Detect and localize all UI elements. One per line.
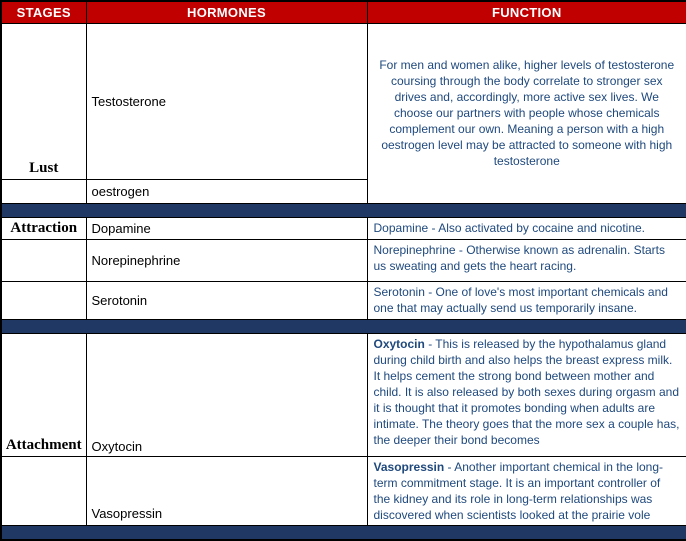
stage-attachment: Attachment [1, 333, 86, 456]
stage-attraction-spacer-2 [1, 281, 86, 319]
header-function: FUNCTION [367, 1, 686, 23]
section-separator-2 [1, 319, 686, 333]
function-oxytocin-text: - This is released by the hypothalamus gland during child birth and also helps the breast express milk. It helps cement the strong bond between mother and child. It is also released by both sexes during orgasm and it is thought that it promotes bonding when adults are intimate. The theory goes that the more sex a couple has, the deeper their bond becomes [373, 336, 680, 447]
hormone-oxytocin: Oxytocin [86, 333, 367, 456]
stage-lust: Lust [1, 23, 86, 179]
hormone-oestrogen: oestrogen [86, 179, 367, 203]
function-norepinephrine: Norepinephrine - Otherwise known as adrenalin. Starts us sweating and gets the heart racing. [367, 239, 686, 281]
row-serotonin [1, 281, 686, 319]
row-dopamine [1, 217, 686, 239]
function-vasopressin [367, 456, 686, 525]
row-vasopressin [1, 456, 686, 525]
function-dopamine: Dopamine - Also activated by cocaine and nicotine. [367, 217, 686, 239]
stage-lust-spacer [1, 179, 86, 203]
function-oxytocin [367, 333, 686, 456]
hormone-dopamine: Dopamine [86, 217, 367, 239]
header-hormones: HORMONES [86, 1, 367, 23]
hormone-norepinephrine: Norepinephrine [86, 239, 367, 281]
stage-attachment-spacer [1, 456, 86, 525]
row-testosterone [1, 23, 686, 179]
hormone-serotonin: Serotonin [86, 281, 367, 319]
hormone-testosterone: Testosterone [86, 23, 367, 179]
separator-bar [1, 319, 686, 333]
separator-bar [1, 203, 686, 217]
function-oxytocin-lead: Oxytocin [373, 336, 425, 351]
section-separator-1 [1, 203, 686, 217]
hormone-vasopressin: Vasopressin [86, 456, 367, 525]
stage-attraction-spacer-1 [1, 239, 86, 281]
header-stages: STAGES [1, 1, 86, 23]
function-vasopressin-text: - Another important chemical in the long-term commitment stage. It is an important controller of the kidney and its role in long-term relationships was discovered when scientists looked at the prairie vole [373, 459, 663, 522]
row-norepinephrine [1, 239, 686, 281]
function-serotonin: Serotonin - One of love's most important chemicals and one that may actually send us temporarily insane. [367, 281, 686, 319]
table-header-row [1, 1, 686, 23]
function-lust: For men and women alike, higher levels of testosterone coursing through the body correlate to stronger sex drives and, accordingly, more active sex lives. We choose our partners with people whose chemicals complement our own. Meaning a person with a high oestrogen level may be attracted to someone with high testosterone [367, 23, 686, 203]
stage-attraction: Attraction [1, 217, 86, 239]
row-oxytocin [1, 333, 686, 456]
function-vasopressin-lead: Vasopressin [373, 459, 445, 474]
